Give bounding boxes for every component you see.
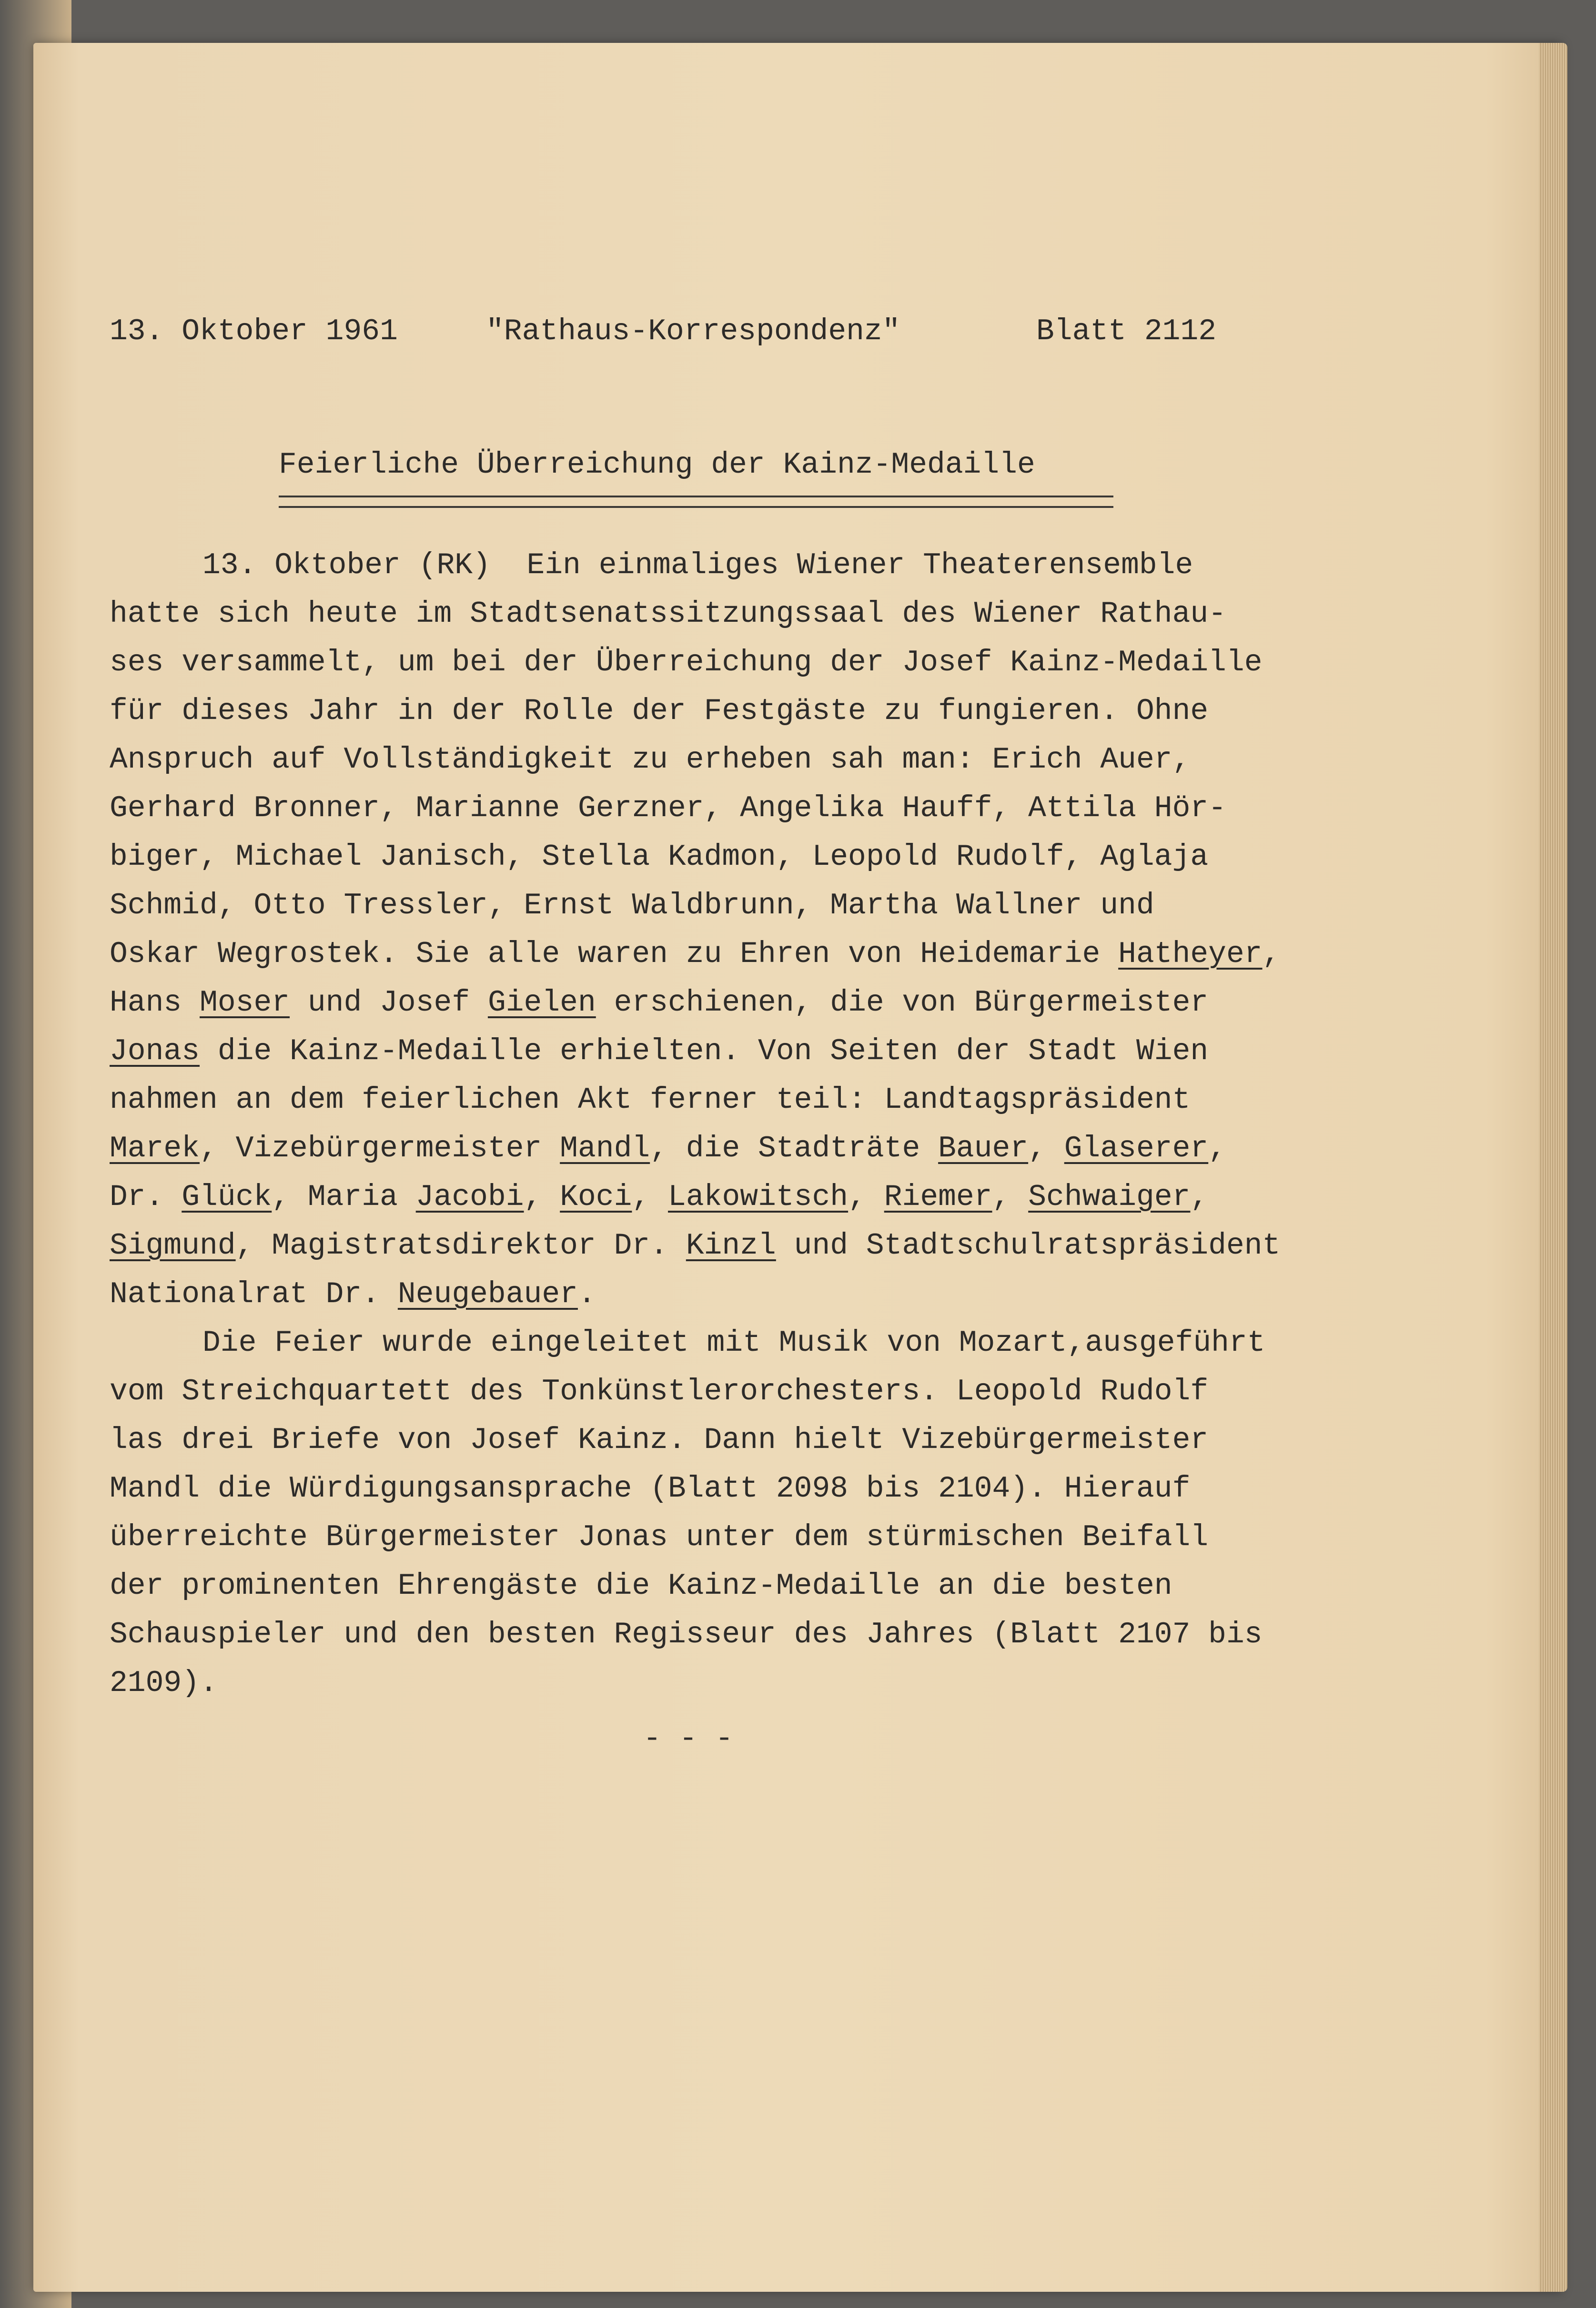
text-segment: hatte sich heute im Stadtsenatssitzungssaal des Wiener Rathau-	[110, 597, 1226, 631]
underlined-name: Marek	[110, 1132, 200, 1165]
text-line	[110, 638, 1444, 687]
underlined-name: Koci	[560, 1180, 632, 1214]
underlined-name: Kinzl	[686, 1229, 776, 1263]
text-line	[110, 1076, 1444, 1124]
text-segment: Anspruch auf Vollständigkeit zu erheben sah man: Erich Auer,	[110, 743, 1191, 777]
text-segment: und Stadtschulratspräsident	[776, 1229, 1281, 1263]
text-line	[110, 979, 1444, 1027]
underlined-name: Mandl	[560, 1132, 650, 1165]
text-segment: Hans	[110, 986, 200, 1020]
text-segment: las drei Briefe von Josef Kainz. Dann hielt Vizebürgermeister	[110, 1423, 1209, 1457]
underlined-name: Schwaiger	[1028, 1180, 1191, 1214]
underlined-name: Sigmund	[110, 1229, 236, 1263]
text-segment: Schmid, Otto Tressler, Ernst Waldbrunn, Martha Wallner und	[110, 889, 1154, 922]
text-segment: ,	[992, 1180, 1029, 1214]
underlined-name: Jacobi	[415, 1180, 524, 1214]
text-segment: , Magistratsdirektor Dr.	[235, 1229, 686, 1263]
text-segment: .	[577, 1277, 596, 1311]
text-line	[110, 1367, 1444, 1416]
underlined-name: Moser	[200, 986, 290, 1020]
text-segment: Schauspieler und den besten Regisseur des Jahres (Blatt 2107 bis	[110, 1618, 1263, 1651]
article-title: Feierliche Überreichung der Kainz-Medaille	[279, 448, 1035, 482]
text-line	[110, 1465, 1444, 1513]
text-line	[110, 784, 1444, 833]
underlined-name: Lakowitsch	[668, 1180, 849, 1214]
underlined-name: Glaserer	[1064, 1132, 1209, 1165]
text-line	[110, 736, 1444, 784]
text-line	[110, 1416, 1444, 1465]
text-segment: für dieses Jahr in der Rolle der Festgäste zu fungieren. Ohne	[110, 694, 1209, 728]
text-segment: , Vizebürgermeister	[200, 1132, 560, 1165]
text-line	[110, 930, 1444, 979]
text-line	[110, 1027, 1444, 1076]
text-segment: Dr.	[110, 1180, 182, 1214]
text-line	[110, 1562, 1444, 1610]
text-segment: nahmen an dem feierlichen Akt ferner teil: Landtagspräsident	[110, 1083, 1191, 1117]
text-segment: der prominenten Ehrengäste die Kainz-Medaille an die besten	[110, 1569, 1172, 1603]
text-line	[110, 1173, 1444, 1222]
underlined-name: Jonas	[110, 1034, 200, 1068]
document-header	[110, 314, 1444, 367]
text-line	[110, 590, 1444, 638]
text-segment: ,	[848, 1180, 884, 1214]
underlined-name: Hatheyer	[1118, 937, 1263, 971]
text-segment: biger, Michael Janisch, Stella Kadmon, Leopold Rudolf, Aglaja	[110, 840, 1209, 874]
underlined-name: Neugebauer	[397, 1277, 578, 1311]
text-segment: Mandl die Würdigungsansprache (Blatt 2098 bis 2104). Hierauf	[110, 1472, 1191, 1506]
text-segment: ,	[1190, 1180, 1209, 1214]
text-segment: 13. Oktober (RK) Ein einmaliges Wiener Theaterensemble	[202, 548, 1193, 582]
closing-dashes: - - -	[643, 1722, 734, 1756]
text-segment: ,	[1208, 1132, 1227, 1165]
text-segment: erschienen, die von Bürgermeister	[596, 986, 1209, 1020]
text-line	[110, 1319, 1444, 1367]
header-publication: "Rathaus-Korrespondenz"	[486, 314, 900, 348]
text-segment: Oskar Wegrostek. Sie alle waren zu Ehren von Heidemarie	[110, 937, 1119, 971]
text-line	[110, 1610, 1444, 1659]
text-segment: ,	[632, 1180, 668, 1214]
text-line	[110, 833, 1444, 881]
text-segment: Die Feier wurde eingeleitet mit Musik von Mozart,ausgeführt	[202, 1326, 1265, 1360]
text-line	[110, 881, 1444, 930]
title-double-underline	[279, 496, 1113, 508]
text-segment: ,	[1028, 1132, 1064, 1165]
text-line	[110, 1513, 1444, 1562]
text-segment: die Kainz-Medaille erhielten. Von Seiten der Stadt Wien	[200, 1034, 1209, 1068]
text-segment: , Maria	[272, 1180, 416, 1214]
text-line	[110, 1659, 1444, 1708]
header-date: 13. Oktober 1961	[110, 314, 398, 348]
text-segment: vom Streichquartett des Tonkünstlerorchesters. Leopold Rudolf	[110, 1375, 1209, 1408]
underlined-name: Bauer	[938, 1132, 1029, 1165]
text-segment: ,	[524, 1180, 560, 1214]
page-stack-edges	[1539, 43, 1567, 2292]
underlined-name: Riemer	[884, 1180, 992, 1214]
text-segment: , die Stadträte	[650, 1132, 939, 1165]
text-line	[110, 1270, 1444, 1319]
text-segment: überreichte Bürgermeister Jonas unter dem stürmischen Beifall	[110, 1520, 1209, 1554]
text-line	[110, 687, 1444, 736]
article-body	[110, 541, 1444, 1708]
text-segment: ses versammelt, um bei der Überreichung der Josef Kainz-Medaille	[110, 646, 1263, 679]
text-segment: ,	[1262, 937, 1281, 971]
typewritten-document	[110, 314, 1444, 1774]
text-segment: und Josef	[290, 986, 488, 1020]
underlined-name: Gielen	[487, 986, 596, 1020]
text-line	[110, 1222, 1444, 1270]
underlined-name: Glück	[182, 1180, 272, 1214]
text-segment: Nationalrat Dr.	[110, 1277, 398, 1311]
text-line	[110, 541, 1444, 590]
text-line	[110, 1124, 1444, 1173]
text-segment: Gerhard Bronner, Marianne Gerzner, Angelika Hauff, Attila Hör-	[110, 791, 1226, 825]
text-segment: 2109).	[110, 1666, 218, 1700]
header-sheet-number: Blatt 2112	[1036, 314, 1217, 348]
